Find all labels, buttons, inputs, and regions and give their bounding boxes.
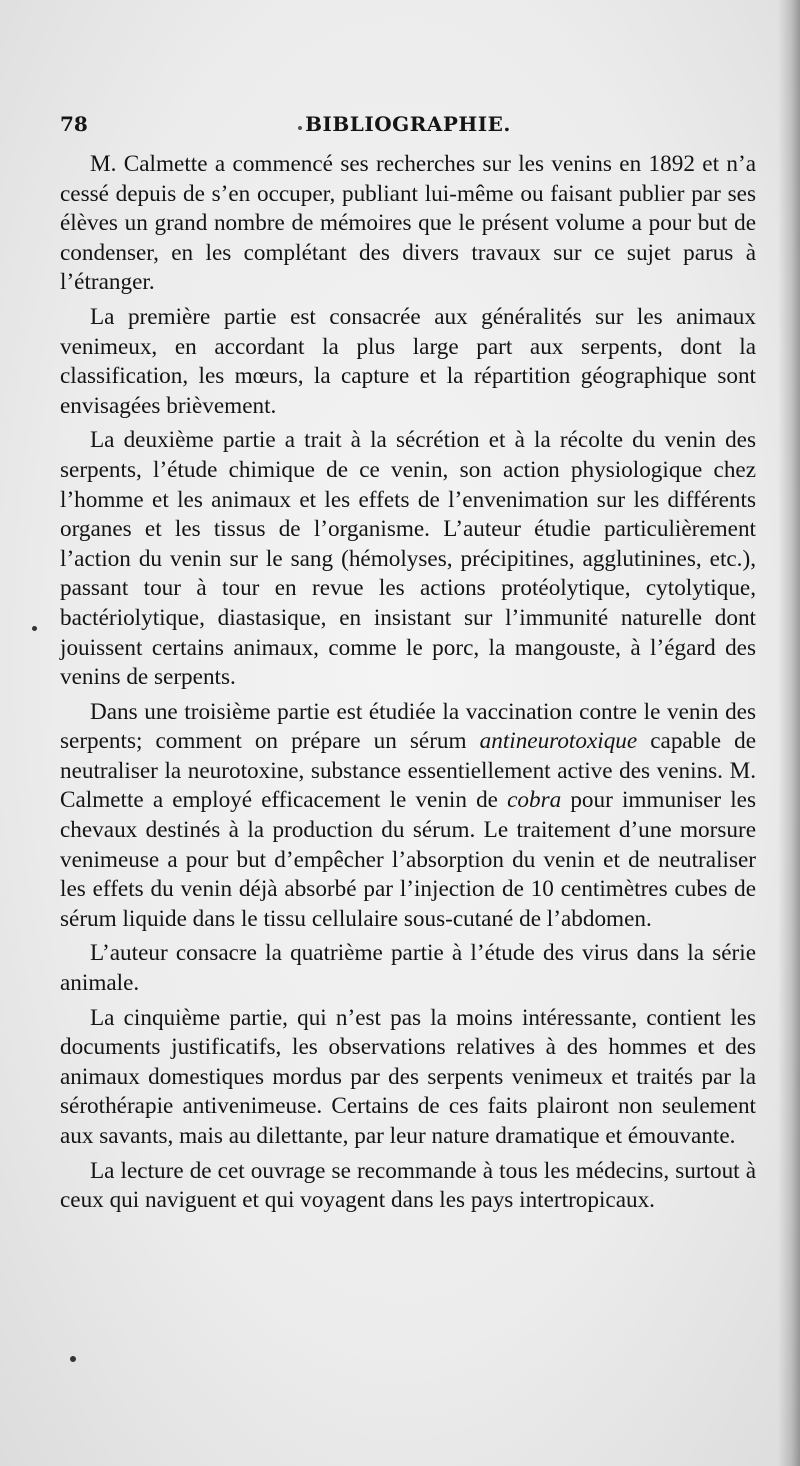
paragraph-text: L’auteur consacre la quatrième partie à l’étude des virus dans la série animale. (60, 940, 756, 997)
paragraph-5 (60, 939, 756, 998)
paragraph-7 (60, 1157, 756, 1216)
paragraph-text: M. Calmette a commencé ses recherches sur les venins en 1892 et n’a cessé depuis de s’en occuper, publiant lui-même ou faisant publier par ses élèves un grand nombre de mémoires que le présent volume a pour but de condenser, en les complétant des divers travaux sur ce sujet parus à l’étranger. (60, 151, 756, 296)
paragraph-3 (60, 426, 756, 692)
page-edge-shadow (778, 0, 800, 1466)
italic-term: cobra (507, 787, 562, 814)
paragraph-text: Dans une troisième partie est étudiée la vaccination contre le venin des serpents; comment on prépare un sérum (60, 698, 756, 755)
margin-speck (32, 626, 37, 631)
paragraph-text: La lecture de cet ouvrage se recommande à tous les médecins, surtout à ceux qui naviguent et qui voyagent dans les pays intertropicaux. (60, 1157, 756, 1214)
page-header (60, 108, 756, 142)
bottom-speck (70, 1356, 76, 1362)
paragraph-2 (60, 303, 756, 421)
italic-term: antineurotoxique (479, 728, 638, 755)
article-body (60, 150, 756, 1221)
paragraph-text: La première partie est consacrée aux généralités sur les animaux venimeux, en accordant la plus large part aux serpents, dont la classification, les mœurs, la capture et la répartition géographique sont envisagées brièvement. (60, 303, 756, 419)
paragraph-4 (60, 698, 756, 935)
page-number: 78 (60, 112, 88, 136)
paragraph-6 (60, 1004, 756, 1152)
paragraph-text: pour immuniser les chevaux destinés à la production du sérum. Le traitement d’une morsure venimeuse a pour but d’empêcher l’absorption du venin et de neutraliser les effets du venin déjà absorbé par l’injection de 10 centimètres cubes de sérum liquide dans le tissu cellulaire sous-cutané de l’abdomen. (60, 787, 756, 932)
paragraph-text: La cinquième partie, qui n’est pas la moins intéressante, contient les documents justificatifs, les observations relatives à des hommes et des animaux domestiques mordus par des serpents venimeux et traités par la sérothérapie antivenimeuse. Certains de ces faits plairont non seulement aux savants, mais au dilettante, par leur nature dramatique et émouvante. (60, 1004, 756, 1149)
paragraph-1 (60, 150, 756, 298)
paragraph-text: capable de neutraliser la neurotoxine, substance essentiellement active des venins. M. Calmette a employé efficacement le venin de (60, 728, 756, 814)
running-title: BIBLIOGRAPHIE. (305, 112, 511, 136)
paragraph-text: La deuxième partie a trait à la sécrétion et à la récolte du venin des serpents, l’étude chimique de ce venin, son action physiologique chez l’homme et les animaux et les effets de l’envenimation sur les différents organes et les tissus de l’organisme. L’auteur étudie particulièrement l’action du venin sur le sang (hémolyses, précipitines, agglutinines, etc.), passant tour à tour en revue les actions protéolytique, cytolytique, bactériolytique, diastasique, en insistant sur l’immunité naturelle dont jouissent certains animaux, comme le porc, la mangouste, à l’égard des venins de serpents. (60, 427, 756, 691)
